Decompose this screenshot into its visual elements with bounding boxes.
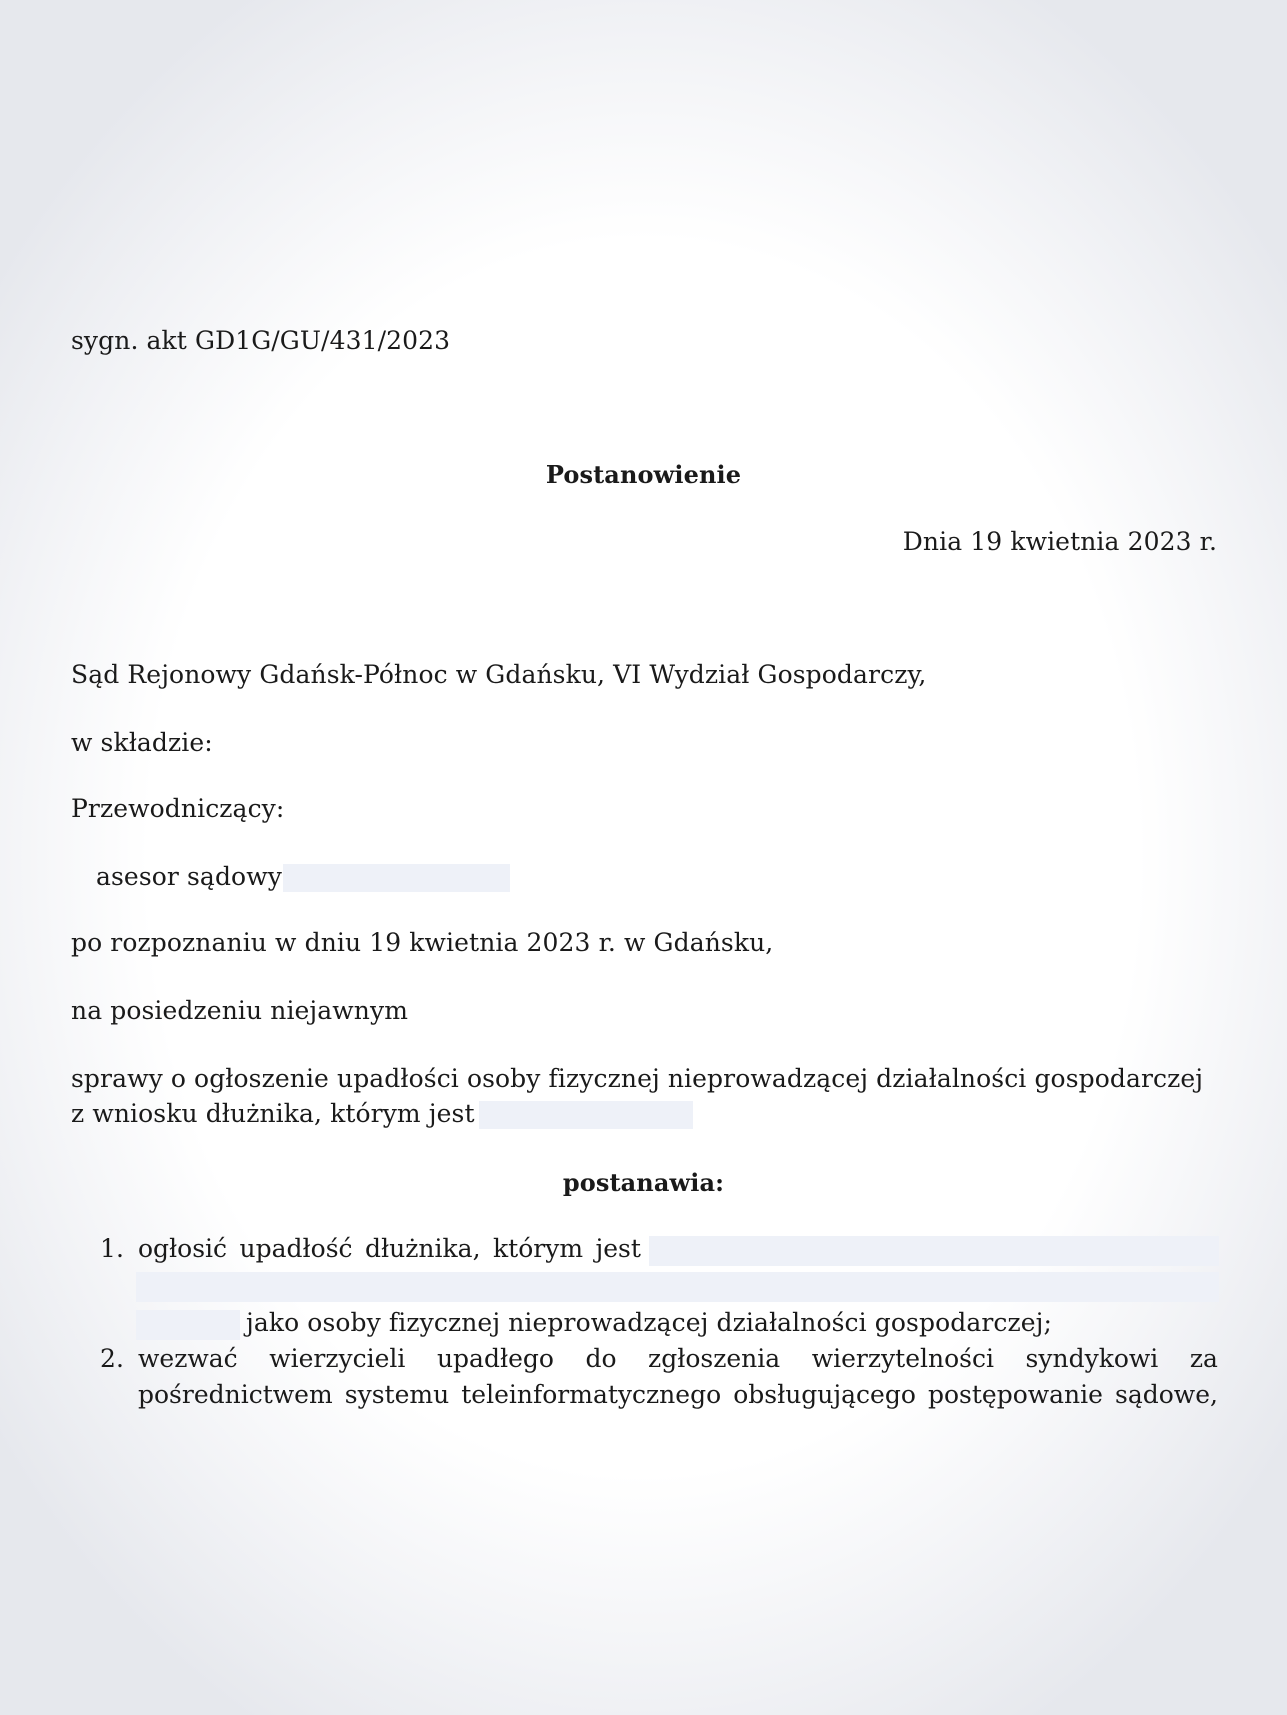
word: teleinformatycznego: [461, 1380, 722, 1409]
list-item-number: 2.: [100, 1344, 125, 1373]
redacted-judge-name: [283, 864, 510, 892]
redacted-debtor-details-2: [136, 1272, 1219, 1302]
word: sądowe,: [1115, 1380, 1218, 1409]
document-title: Postanowienie: [545, 460, 742, 489]
list-item-2-line-2: [138, 1378, 1218, 1412]
session-line: na posiedzeniu niejawnym: [71, 996, 409, 1025]
word: upadłość: [239, 1234, 353, 1263]
judge-title: asesor sądowy: [96, 862, 282, 891]
word: zgłoszenia: [648, 1344, 781, 1373]
word: syndykowi: [1025, 1344, 1159, 1373]
court-name: Sąd Rejonowy Gdańsk-Północ w Gdańsku, VI Wydział Gospodarczy,: [71, 660, 927, 689]
word: systemu: [344, 1380, 450, 1409]
word: do: [585, 1344, 617, 1373]
list-item-number: 1.: [100, 1234, 125, 1263]
word: pośrednictwem: [138, 1380, 333, 1409]
case-description-line-2: z wniosku dłużnika, którym jest: [71, 1099, 475, 1128]
word: upadłego: [436, 1344, 554, 1373]
word: którym: [493, 1234, 584, 1263]
word: wierzytelności: [811, 1344, 994, 1373]
redacted-debtor-details-3: [136, 1310, 240, 1340]
list-item-2-line-1: [138, 1342, 1218, 1376]
redacted-debtor-name: [479, 1101, 693, 1129]
word: jest: [595, 1234, 641, 1263]
examined-line: po rozpoznaniu w dniu 19 kwietnia 2023 r. w Gdańsku,: [71, 928, 774, 957]
word: za: [1189, 1344, 1218, 1373]
case-description-line-1: sprawy o ogłoszenie upadłości osoby fizycznej nieprowadzącej działalności gospodarczej: [71, 1064, 1204, 1093]
word: ogłosić: [138, 1234, 228, 1263]
word: dłużnika,: [365, 1234, 481, 1263]
word: postępowanie: [927, 1380, 1103, 1409]
list-item-1-line-3: jako osoby fizycznej nieprowadzącej działalności gospodarczej;: [246, 1308, 1053, 1337]
redacted-debtor-details-1: [649, 1236, 1219, 1266]
document-date: Dnia 19 kwietnia 2023 r.: [902, 527, 1217, 556]
word: wierzycieli: [269, 1344, 406, 1373]
word: obsługującego: [733, 1380, 916, 1409]
list-item-1-line-1: [138, 1232, 641, 1266]
decision-heading: postanawia:: [562, 1168, 725, 1197]
chairman-label: Przewodniczący:: [71, 794, 285, 823]
case-number: sygn. akt GD1G/GU/431/2023: [71, 326, 451, 355]
composition-label: w składzie:: [71, 728, 213, 757]
word: wezwać: [138, 1344, 238, 1373]
